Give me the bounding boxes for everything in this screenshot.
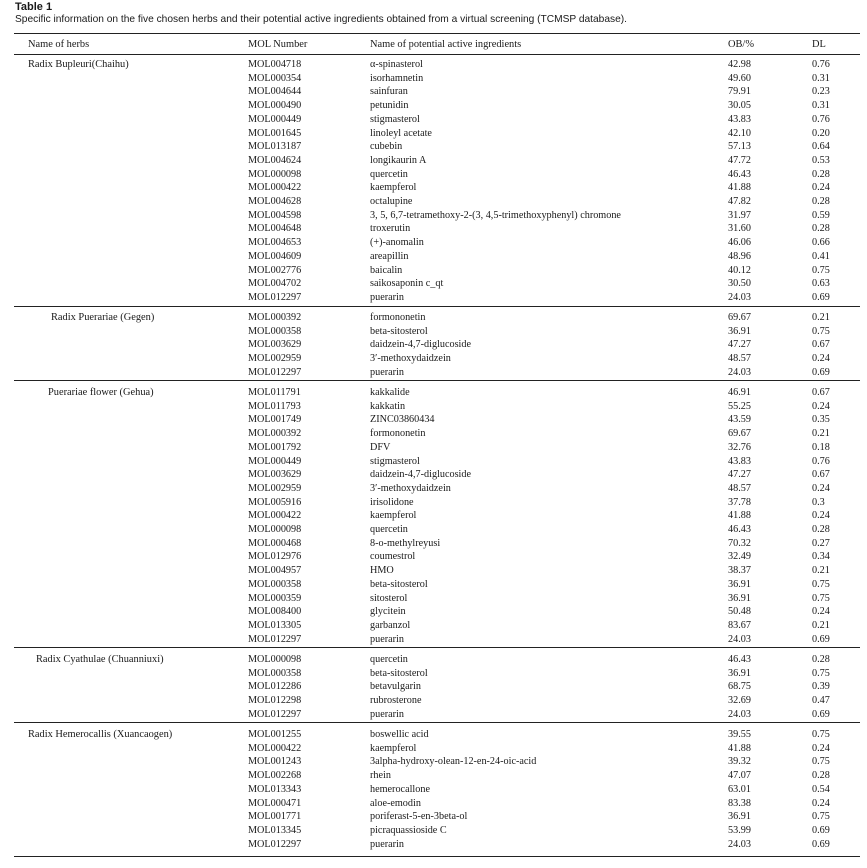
ob-value-cell: 36.91	[728, 592, 751, 604]
dl-value-cell: 0.21	[812, 428, 830, 440]
ingredient-name-cell: kakkalide	[370, 387, 410, 398]
dl-value-cell: 0.67	[812, 339, 830, 351]
mol-number-cell: MOL001255	[248, 729, 302, 740]
ingredient-name-cell: irisolidone	[370, 496, 414, 508]
ob-value-cell: 47.72	[728, 154, 751, 166]
ob-value-cell: 24.03	[728, 291, 751, 303]
ingredient-name-cell: kakkatin	[370, 400, 406, 412]
ob-value-cell: 30.50	[728, 278, 751, 290]
dl-value-cell: 0.59	[812, 209, 830, 221]
dl-value-cell: 0.34	[812, 551, 830, 563]
herb-name: Radix Cyathulae (Chuanniuxi)	[36, 654, 164, 665]
dl-value-cell: 0.64	[812, 141, 830, 153]
ob-value-cell: 24.03	[728, 633, 751, 645]
mol-number-cell: MOL002959	[248, 482, 302, 494]
dl-value-cell: 0.21	[812, 565, 830, 577]
ob-value-cell: 31.60	[728, 223, 751, 235]
mol-number-cell: MOL000490	[248, 100, 302, 112]
ingredient-name-cell: glycitein	[370, 606, 406, 618]
ingredient-name-cell: petunidin	[370, 100, 409, 112]
dl-value-cell: 0.69	[812, 838, 830, 850]
dl-value-cell: 0.24	[812, 482, 830, 494]
ob-value-cell: 69.67	[728, 312, 751, 323]
mol-number-cell: MOL012976	[248, 551, 302, 563]
mol-number-cell: MOL011791	[248, 387, 301, 398]
ob-value-cell: 49.60	[728, 72, 751, 84]
dl-value-cell: 0.28	[812, 524, 830, 535]
ingredient-name-cell: puerarin	[370, 366, 404, 378]
ingredient-name-cell: HMO	[370, 565, 394, 577]
dl-value-cell: 0.76	[812, 113, 830, 125]
mol-number-cell: MOL013305	[248, 619, 302, 631]
dl-value-cell: 0.24	[812, 797, 830, 809]
mol-number-cell: MOL000358	[248, 325, 302, 337]
ingredient-name-cell: poriferast-5-en-3beta-ol	[370, 811, 468, 823]
ingredient-name-cell: coumestrol	[370, 551, 416, 563]
ingredient-name-cell: isorhamnetin	[370, 72, 424, 84]
herb-name: Radix Puerariae (Gegen)	[51, 312, 155, 323]
ingredient-name-cell: daidzein-4,7-diglucoside	[370, 339, 471, 351]
mol-number-cell: MOL012297	[248, 291, 302, 303]
mol-number-cell: MOL000359	[248, 592, 302, 604]
dl-value-cell: 0.20	[812, 127, 830, 139]
ob-value-cell: 36.91	[728, 811, 751, 823]
header-ingredient-name: Name of potential active ingredients	[370, 39, 522, 50]
ingredient-name-cell: quercetin	[370, 168, 408, 180]
mol-number-cell: MOL000422	[248, 742, 302, 754]
ingredient-name-cell: aloe-emodin	[370, 797, 421, 809]
ingredient-name-cell: ZINC03860434	[370, 414, 435, 426]
ob-value-cell: 32.76	[728, 441, 751, 453]
dl-value-cell: 0.54	[812, 783, 830, 795]
ob-value-cell: 46.91	[728, 387, 751, 398]
ob-value-cell: 79.91	[728, 86, 751, 98]
ob-value-cell: 47.07	[728, 770, 751, 782]
dl-value-cell: 0.75	[812, 264, 830, 276]
mol-number-cell: MOL000468	[248, 537, 302, 549]
group-divider	[14, 306, 860, 307]
mol-number-cell: MOL004718	[248, 59, 302, 70]
mol-number-cell: MOL004702	[248, 278, 302, 290]
ingredient-name-cell: sainfuran	[370, 86, 408, 98]
mol-number-cell: MOL000354	[248, 72, 302, 84]
ingredient-name-cell: kaempferol	[370, 742, 417, 754]
ob-value-cell: 41.88	[728, 182, 751, 194]
ingredient-name-cell: 3alpha-hydroxy-olean-12-en-24-oic-acid	[370, 756, 537, 768]
table-label: Table 1	[15, 1, 53, 13]
herb-name: Radix Hemerocallis (Xuancaogen)	[28, 729, 173, 740]
mol-number-cell: MOL004644	[248, 86, 302, 98]
mol-number-cell: MOL000358	[248, 667, 302, 679]
group-divider	[14, 722, 860, 723]
mol-number-cell: MOL013345	[248, 824, 302, 836]
dl-value-cell: 0.47	[812, 695, 830, 707]
ingredient-name-cell: 3, 5, 6,7-tetramethoxy-2-(3, 4,5-trimethoxyphenyl) chromone	[370, 209, 621, 221]
mol-number-cell: MOL004598	[248, 209, 302, 221]
ob-value-cell: 37.78	[728, 496, 751, 508]
ingredient-name-cell: puerarin	[370, 633, 404, 645]
ingredient-name-cell: linoleyl acetate	[370, 127, 432, 139]
ob-value-cell: 63.01	[728, 783, 751, 795]
dl-value-cell: 0.28	[812, 223, 830, 235]
dl-value-cell: 0.75	[812, 325, 830, 337]
ob-value-cell: 83.67	[728, 619, 751, 631]
mol-number-cell: MOL000392	[248, 428, 302, 440]
dl-value-cell: 0.18	[812, 441, 830, 453]
ob-value-cell: 48.57	[728, 353, 751, 365]
mol-number-cell: MOL011793	[248, 400, 301, 412]
dl-value-cell: 0.23	[812, 86, 830, 98]
ingredient-name-cell: beta-sitosterol	[370, 667, 428, 679]
ingredient-name-cell: rhein	[370, 770, 391, 782]
ob-value-cell: 69.67	[728, 428, 751, 440]
ingredient-name-cell: beta-sitosterol	[370, 578, 428, 590]
mol-number-cell: MOL004624	[248, 154, 302, 166]
ingredient-name-cell: saikosaponin c_qt	[370, 278, 444, 290]
ingredient-name-cell: daidzein-4,7-diglucoside	[370, 469, 471, 481]
group-divider	[14, 380, 860, 381]
ingredient-name-cell: α-spinasterol	[370, 59, 423, 70]
dl-value-cell: 0.76	[812, 455, 830, 467]
ob-value-cell: 47.27	[728, 339, 751, 351]
dl-value-cell: 0.28	[812, 168, 830, 180]
mol-number-cell: MOL000422	[248, 182, 302, 194]
ob-value-cell: 46.06	[728, 237, 751, 249]
mol-number-cell: MOL002959	[248, 353, 302, 365]
mol-number-cell: MOL003629	[248, 469, 302, 481]
bottom-rule	[14, 856, 860, 857]
ob-value-cell: 24.03	[728, 366, 751, 378]
header-ob: OB/%	[728, 39, 754, 50]
mol-number-cell: MOL012297	[248, 366, 302, 378]
mol-number-cell: MOL012286	[248, 681, 302, 693]
header-herb-name: Name of herbs	[28, 39, 90, 50]
mol-number-cell: MOL000449	[248, 113, 302, 125]
mol-number-cell: MOL004957	[248, 565, 302, 577]
mol-number-cell: MOL000471	[248, 797, 302, 809]
ingredient-name-cell: kaempferol	[370, 182, 417, 194]
mol-number-cell: MOL013343	[248, 783, 302, 795]
dl-value-cell: 0.75	[812, 667, 830, 679]
ingredient-name-cell: garbanzol	[370, 619, 411, 631]
mol-number-cell: MOL001792	[248, 441, 302, 453]
mol-number-cell: MOL012297	[248, 708, 302, 720]
ob-value-cell: 32.49	[728, 551, 751, 563]
ingredient-name-cell: rubrosterone	[370, 695, 422, 707]
dl-value-cell: 0.28	[812, 770, 830, 782]
mol-number-cell: MOL008400	[248, 606, 302, 618]
mol-number-cell: MOL003629	[248, 339, 302, 351]
ingredient-name-cell: 3′-methoxydaidzein	[370, 482, 451, 494]
dl-value-cell: 0.28	[812, 196, 830, 207]
ob-value-cell: 43.59	[728, 414, 751, 426]
ingredient-name-cell: 3′-methoxydaidzein	[370, 353, 451, 365]
ingredient-name-cell: cubebin	[370, 141, 403, 153]
ingredient-name-cell: areapillin	[370, 250, 409, 262]
ingredient-name-cell: baicalin	[370, 264, 403, 276]
dl-value-cell: 0.24	[812, 182, 830, 194]
dl-value-cell: 0.76	[812, 59, 830, 70]
ob-value-cell: 57.13	[728, 141, 751, 153]
table-caption: Specific information on the five chosen herbs and their potential active ingredients obtained from a virtual screening (TCMSP database).	[15, 14, 627, 25]
mol-number-cell: MOL004653	[248, 237, 302, 249]
herb-name: Puerariae flower (Gehua)	[48, 387, 154, 398]
mol-number-cell: MOL001645	[248, 127, 302, 139]
ob-value-cell: 32.69	[728, 695, 751, 707]
dl-value-cell: 0.31	[812, 100, 830, 112]
ob-value-cell: 47.82	[728, 196, 751, 207]
dl-value-cell: 0.31	[812, 72, 830, 84]
dl-value-cell: 0.24	[812, 742, 830, 754]
ingredient-name-cell: boswellic acid	[370, 729, 429, 740]
mol-number-cell: MOL012297	[248, 838, 302, 850]
ob-value-cell: 42.10	[728, 127, 751, 139]
ingredient-name-cell: longikaurin A	[370, 154, 427, 166]
ob-value-cell: 50.48	[728, 606, 751, 618]
ob-value-cell: 53.99	[728, 824, 751, 836]
dl-value-cell: 0.75	[812, 811, 830, 823]
ob-value-cell: 41.88	[728, 510, 751, 522]
ingredient-name-cell: (+)-anomalin	[370, 237, 424, 249]
dl-value-cell: 0.69	[812, 291, 830, 303]
dl-value-cell: 0.21	[812, 312, 830, 323]
ingredient-name-cell: octalupine	[370, 196, 413, 207]
ob-value-cell: 36.91	[728, 578, 751, 590]
ingredient-name-cell: 8-o-methylreyusi	[370, 537, 441, 549]
dl-value-cell: 0.69	[812, 366, 830, 378]
dl-value-cell: 0.39	[812, 681, 830, 693]
ob-value-cell: 55.25	[728, 400, 751, 412]
ob-value-cell: 46.43	[728, 168, 751, 180]
dl-value-cell: 0.67	[812, 387, 830, 398]
ob-value-cell: 68.75	[728, 681, 751, 693]
dl-value-cell: 0.69	[812, 633, 830, 645]
dl-value-cell: 0.27	[812, 537, 830, 549]
ingredient-name-cell: formononetin	[370, 312, 426, 323]
mol-number-cell: MOL001771	[248, 811, 302, 823]
mol-number-cell: MOL004628	[248, 196, 302, 207]
dl-value-cell: 0.67	[812, 469, 830, 481]
ob-value-cell: 83.38	[728, 797, 751, 809]
ob-value-cell: 36.91	[728, 325, 751, 337]
mol-number-cell: MOL001749	[248, 414, 302, 426]
dl-value-cell: 0.53	[812, 154, 830, 166]
ingredient-name-cell: formononetin	[370, 428, 426, 440]
mol-number-cell: MOL000358	[248, 578, 302, 590]
ingredient-name-cell: puerarin	[370, 838, 404, 850]
ingredient-name-cell: beta-sitosterol	[370, 325, 428, 337]
ingredient-name-cell: picraquassioside C	[370, 824, 447, 836]
ob-value-cell: 31.97	[728, 209, 751, 221]
ingredient-name-cell: stigmasterol	[370, 113, 420, 125]
ob-value-cell: 46.43	[728, 654, 751, 665]
ob-value-cell: 24.03	[728, 708, 751, 720]
mol-number-cell: MOL001243	[248, 756, 302, 768]
dl-value-cell: 0.24	[812, 400, 830, 412]
ingredient-name-cell: quercetin	[370, 654, 408, 665]
mol-number-cell: MOL013187	[248, 141, 302, 153]
top-rule	[14, 33, 860, 34]
ingredient-name-cell: betavulgarin	[370, 681, 421, 693]
ob-value-cell: 47.27	[728, 469, 751, 481]
dl-value-cell: 0.63	[812, 278, 830, 290]
ingredient-name-cell: hemerocallone	[370, 783, 430, 795]
header-rule	[14, 54, 860, 55]
header-mol-number: MOL Number	[248, 39, 308, 50]
ob-value-cell: 70.32	[728, 537, 751, 549]
group-divider	[14, 647, 860, 648]
ob-value-cell: 41.88	[728, 742, 751, 754]
dl-value-cell: 0.35	[812, 414, 830, 426]
dl-value-cell: 0.66	[812, 237, 830, 249]
ob-value-cell: 48.57	[728, 482, 751, 494]
mol-number-cell: MOL012297	[248, 633, 302, 645]
herb-name: Radix Bupleuri(Chaihu)	[28, 59, 129, 70]
mol-number-cell: MOL002776	[248, 264, 302, 276]
dl-value-cell: 0.69	[812, 824, 830, 836]
dl-value-cell: 0.24	[812, 510, 830, 522]
ob-value-cell: 40.12	[728, 264, 751, 276]
mol-number-cell: MOL000449	[248, 455, 302, 467]
ob-value-cell: 43.83	[728, 113, 751, 125]
ob-value-cell: 36.91	[728, 667, 751, 679]
mol-number-cell: MOL000098	[248, 654, 302, 665]
dl-value-cell: 0.75	[812, 756, 830, 768]
ob-value-cell: 30.05	[728, 100, 751, 112]
dl-value-cell: 0.3	[812, 496, 825, 508]
ingredient-name-cell: stigmasterol	[370, 455, 420, 467]
mol-number-cell: MOL004609	[248, 250, 302, 262]
dl-value-cell: 0.75	[812, 578, 830, 590]
ingredient-name-cell: sitosterol	[370, 592, 408, 604]
mol-number-cell: MOL005916	[248, 496, 302, 508]
mol-number-cell: MOL012298	[248, 695, 302, 707]
mol-number-cell: MOL000098	[248, 168, 302, 180]
dl-value-cell: 0.75	[812, 729, 830, 740]
ob-value-cell: 39.55	[728, 729, 751, 740]
header-dl: DL	[812, 39, 826, 50]
dl-value-cell: 0.28	[812, 654, 830, 665]
mol-number-cell: MOL000422	[248, 510, 302, 522]
ingredient-name-cell: puerarin	[370, 708, 404, 720]
ob-value-cell: 24.03	[728, 838, 751, 850]
mol-number-cell: MOL000098	[248, 524, 302, 535]
ob-value-cell: 46.43	[728, 524, 751, 535]
dl-value-cell: 0.24	[812, 606, 830, 618]
ingredient-name-cell: quercetin	[370, 524, 408, 535]
ob-value-cell: 39.32	[728, 756, 751, 768]
ob-value-cell: 48.96	[728, 250, 751, 262]
ingredient-name-cell: puerarin	[370, 291, 404, 303]
dl-value-cell: 0.69	[812, 708, 830, 720]
dl-value-cell: 0.21	[812, 619, 830, 631]
ingredient-name-cell: DFV	[370, 441, 391, 453]
dl-value-cell: 0.41	[812, 250, 830, 262]
ingredient-name-cell: kaempferol	[370, 510, 417, 522]
mol-number-cell: MOL004648	[248, 223, 302, 235]
dl-value-cell: 0.75	[812, 592, 830, 604]
ob-value-cell: 38.37	[728, 565, 751, 577]
mol-number-cell: MOL000392	[248, 312, 302, 323]
ingredient-name-cell: troxerutin	[370, 223, 411, 235]
ob-value-cell: 42.98	[728, 59, 751, 70]
mol-number-cell: MOL002268	[248, 770, 302, 782]
ob-value-cell: 43.83	[728, 455, 751, 467]
dl-value-cell: 0.24	[812, 353, 830, 365]
